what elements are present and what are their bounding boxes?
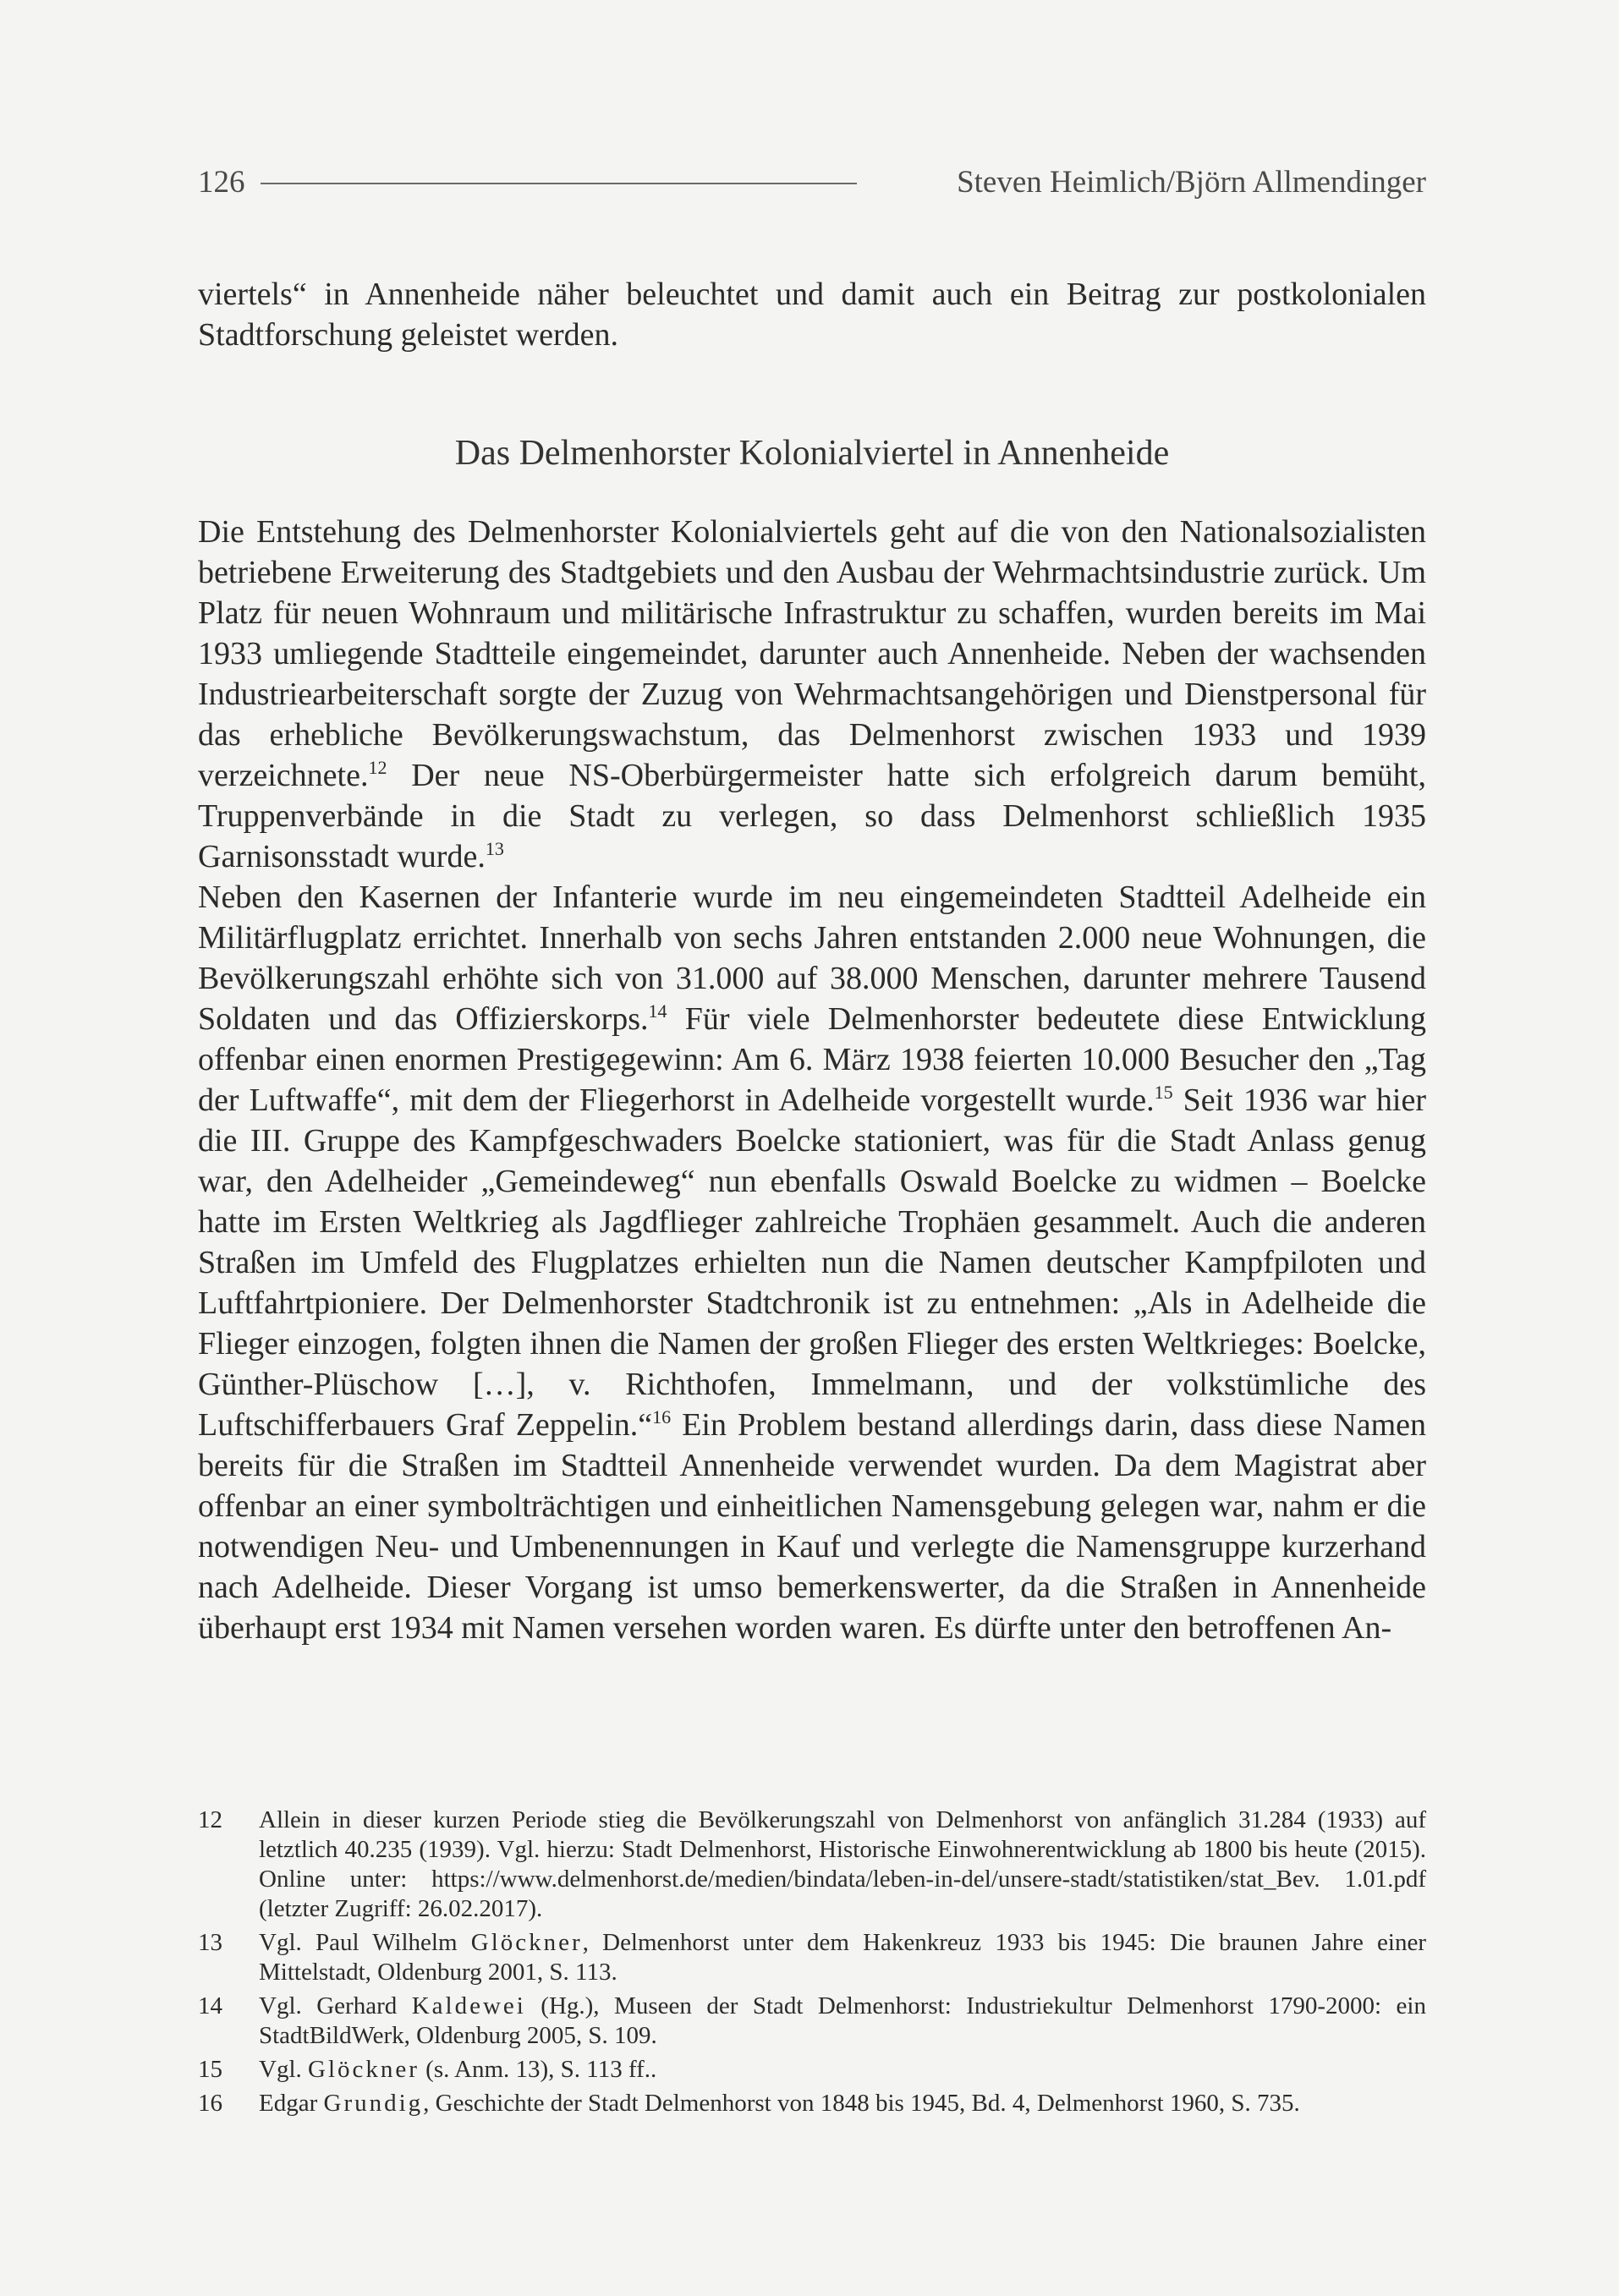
footnote-text xyxy=(259,2089,1426,2118)
footnote-text-pre: Edgar xyxy=(259,2090,324,2117)
paragraph-2-part-d: Ein Problem bestand allerdings darin, dass diese Namen bereits für die Straßen im Stadtteil Annenheide verwendet wurden. Da dem Magistrat aber offenbar an einer symbolträchtigen und einheitlichen Namensgebung gelegen war, nahm er die notwendigen Neu- und Umbenennungen in Kauf und verlegte die Namensgruppe kurzerhand nach Adelheide. Dieser Vorgang ist umso bemerkenswerter, da die Straßen in Annenheide überhaupt erst 1934 mit Namen versehen worden waren. Es dürfte unter den betroffenen An- xyxy=(198,1407,1426,1646)
paragraph-2 xyxy=(198,877,1426,1648)
footnote-text-post: (Hg.), Museen der Stadt Delmenhorst: Industriekultur Delmenhorst 1790-2000: ein StadtBildWerk, Oldenburg 2005, S. 109. xyxy=(259,1992,1426,2049)
paragraph-2-part-c: Seit 1936 war hier die III. Gruppe des Kampfgeschwaders Boelcke stationiert, was für die Stadt Anlass genug war, den Adelheider „Gemeindeweg“ nun ebenfalls Oswald Boelcke zu widmen – Boelcke hatte im Ersten Weltkrieg als Jagdflieger zahlreiche Trophäen gesammelt. Auch die anderen Straßen im Umfeld des Flugplatzes erhielten nun die Namen deutscher Kampfpiloten und Luftfahrtpioniere. Der Delmenhorster Stadtchronik ist zu entnehmen: „Als in Adelheide die Flieger einzogen, folgten ihnen die Namen der großen Flieger des ersten Weltkrieges: Boelcke, Günther-Plüschow […], v. Richthofen, Immelmann, und der volkstümliche des Luftschifferbauers Graf Zeppelin.“ xyxy=(198,1082,1426,1443)
footnote-number: 16 xyxy=(198,2090,222,2117)
footnote-ref-14[interactable]: 14 xyxy=(648,1000,667,1022)
footnote-13 xyxy=(198,1928,1426,1987)
footnote-text-post: , Geschichte der Stadt Delmenhorst von 1848 bis 1945, Bd. 4, Delmenhorst 1960, S. 735. xyxy=(423,2090,1300,2117)
footnote-ref-15[interactable]: 15 xyxy=(1154,1082,1173,1103)
footnote-number: 14 xyxy=(198,1992,222,2019)
paragraph-2-part-b: Für viele Delmenhorster bedeutete diese Entwicklung offenbar einen enormen Prestigegewinn: Am 6. März 1938 feierten 10.000 Besucher den „Tag der Luftwaffe“, mit dem der Fliegerhorst in Adelheide vorgestellt wurde. xyxy=(198,1001,1426,1118)
footnotes xyxy=(198,1806,1426,2123)
author-name: Kaldewei xyxy=(411,1992,526,2019)
footnote-text-post: , Delmenhorst unter dem Hakenkreuz 1933 bis 1945: Die braunen Jahre einer Mittelstadt, Oldenburg 2001, S. 113. xyxy=(259,1929,1427,1986)
footnote-12 xyxy=(198,1806,1426,1924)
footnote-number: 15 xyxy=(198,2056,222,2083)
footnote-text-post: (s. Anm. 13), S. 113 ff.. xyxy=(419,2056,657,2083)
header-rule xyxy=(261,183,857,184)
author-name: Glöckner xyxy=(470,1929,583,1956)
footnote-text-pre: Vgl. Paul Wilhelm xyxy=(259,1929,471,1956)
body-text xyxy=(198,512,1426,1648)
footnote-ref-13[interactable]: 13 xyxy=(485,838,504,859)
footnote-text xyxy=(259,2055,1426,2085)
footnote-15 xyxy=(198,2055,1426,2085)
footnote-text-pre: Vgl. xyxy=(259,2056,308,2083)
paragraph-1-part-a: Die Entstehung des Delmenhorster Kolonialviertels geht auf die von den Nationalsozialisten betriebene Erweiterung des Stadtgebiets und den Ausbau der Wehrmachtsindustrie zurück. Um Platz für neuen Wohnraum und militärische Infrastruktur zu schaffen, wurden bereits im Mai 1933 umliegende Stadtteile eingemeindet, darunter auch Annenheide. Neben der wachsenden Industriearbeiterschaft sorgte der Zuzug von Wehrmachtsangehörigen und Dienstpersonal für das erhebliche Bevölkerungswachstum, das Delmenhorst zwischen 1933 und 1939 verzeichnete. xyxy=(198,514,1426,793)
paragraph-1 xyxy=(198,512,1426,877)
footnote-number: 12 xyxy=(198,1806,222,1833)
section-heading: Das Delmenhorster Kolonialviertel in Annenheide xyxy=(454,434,1170,473)
running-head xyxy=(198,161,1426,203)
paragraph-2-part-a: Neben den Kasernen der Infanterie wurde im neu eingemeindeten Stadtteil Adelheide ein Militärflugplatz errichtet. Innerhalb von sechs Jahren entstanden 2.000 neue Wohnungen, die Bevölkerungszahl erhöhte sich von 31.000 auf 38.000 Menschen, darunter mehrere Tausend Soldaten und das Offizierskorps. xyxy=(198,879,1426,1037)
footnote-text-pre: Vgl. Gerhard xyxy=(259,1992,412,2019)
running-head-authors: Steven Heimlich/Björn Allmendinger xyxy=(957,164,1426,200)
footnote-ref-16[interactable]: 16 xyxy=(652,1406,672,1427)
author-name: Grundig xyxy=(323,2090,424,2117)
continued-paragraph: viertels“ in Annenheide näher beleuchtet und damit auch ein Beitrag zur postkolonialen Stadtforschung geleistet werden. xyxy=(198,277,1426,353)
page-number: 126 xyxy=(198,164,245,200)
footnote-ref-12[interactable]: 12 xyxy=(368,757,387,778)
footnote-text xyxy=(259,1992,1426,2051)
footnote-16 xyxy=(198,2089,1426,2118)
paragraph-1-part-b: Der neue NS-Oberbürgermeister hatte sich erfolgreich darum bemüht, Truppenverbände in die Stadt zu verlegen, so dass Delmenhorst schließlich 1935 Garnisonsstadt wurde. xyxy=(198,758,1426,874)
footnote-number: 13 xyxy=(198,1929,222,1956)
footnote-text: Allein in dieser kurzen Periode stieg die Bevölkerungszahl von Delmenhorst von anfänglich 31.284 (1933) auf letztlich 40.235 (1939). Vgl. hierzu: Stadt Delmenhorst, Historische Einwohnerentwicklung ab 1800 bis heute (2015). Online unter: https://www.delmenhorst.de/medien/bindata/leben-in-del/unsere-stadt/statistiken/stat_Bev. 1.01.pdf (letzter Zugriff: 26.02.2017). xyxy=(259,1806,1426,1922)
author-name: Glöckner xyxy=(308,2056,420,2083)
footnote-text xyxy=(259,1928,1426,1987)
footnote-14 xyxy=(198,1992,1426,2051)
